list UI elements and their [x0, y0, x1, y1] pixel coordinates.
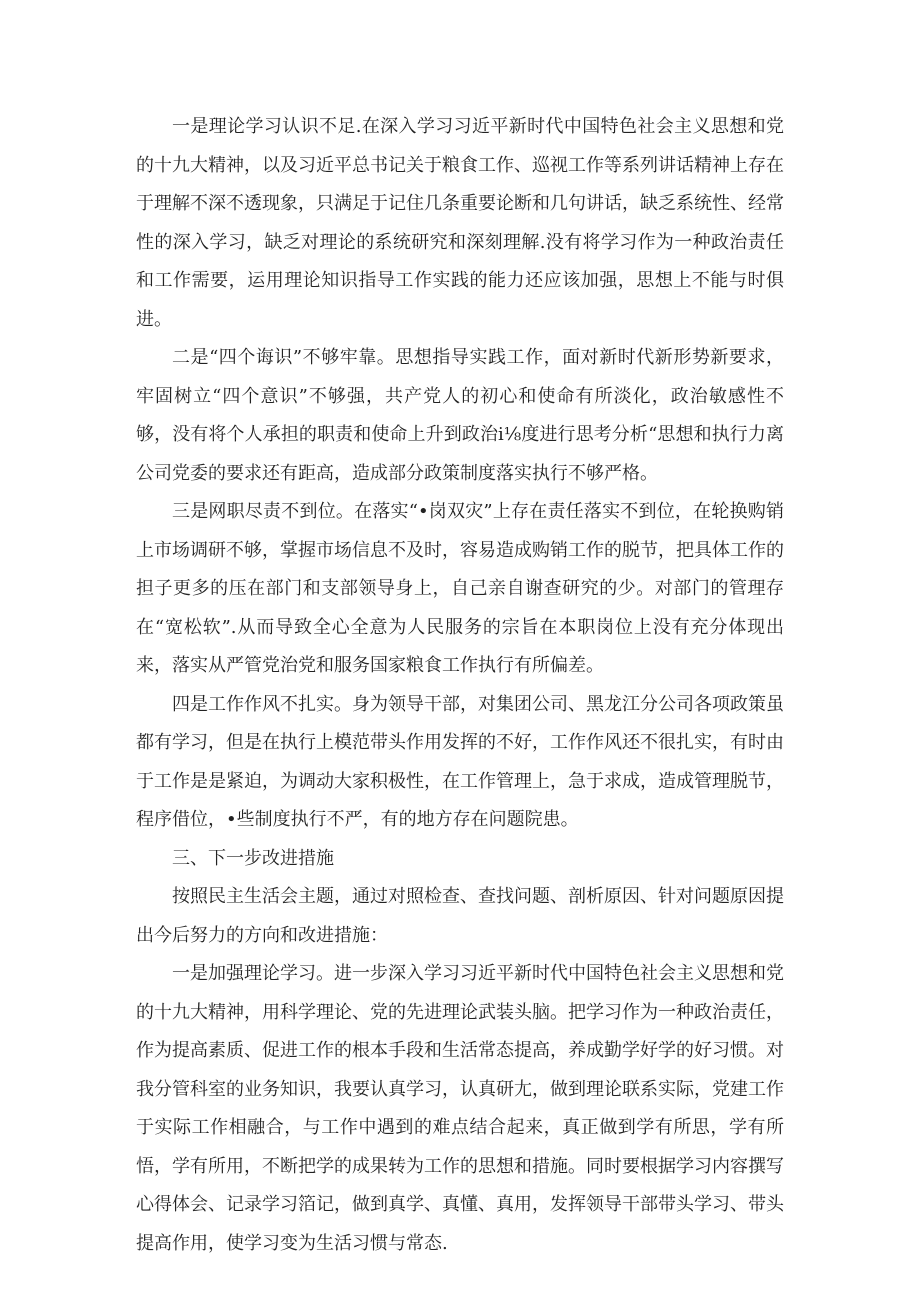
- section-heading-improvement-measures: 三、下一步改进措施: [172, 847, 334, 869]
- paragraph-work-style: 四是工作作风不扎实。身为领导干部，对集团公司、黑龙江分公司各项政策虽都有学习，但是在执行上模范带头作用发挥的不好，工作作风还不很扎实，有时由于工作是是紧迫，为调动大家积极性，在工作管理上，急于求成，造成管理脱节，程序借位，•些制度执行不严，有的地方存在问题院患。: [136, 693, 784, 830]
- paragraph-theory-study-shortfall: 一是理论学习认识不足.在深入学习习近平新时代中国特色社会主义思想和党的十九大精神，以及习近平总书记关于粮食工作、巡视工作等系列讲话精神上存在于理解不深不透现象，只满足于记住几条重要论断和几句讲话，缺乏系统性、经常性的深入学习，缺乏对理论的系统研究和深刻理解.没有将学习作为一种政治责任和工作需要，运用理论知识指导工作实践的能力还应该加强，思想上不能与时俱进。: [136, 116, 784, 330]
- document-body: [136, 108, 784, 1263]
- paragraph-four-consciousness: 二是“四个诲识”不够牢靠。思想指导实践工作，面对新时代新形势新要求，牢固树立“四个意识”不够强，共产党人的初心和使命有所淡化，政治敏感性不够，没有将个人承担的职责和使命上升到政治i⅛度进行思考分析“思想和执行力离公司党委的要求还有距高，造成部分政策制度落实执行不够严格。: [136, 347, 784, 484]
- paragraph-measures-intro: 按照民主生活会主题，通过对照检查、查找问题、剖析原因、针对问题原因提出今后努力的方向和改进措施：: [136, 886, 784, 946]
- paragraph-duty-fulfillment: 三是网职尽责不到位。在落实“•岗双灾”上存在责任落实不到位，在轮换购销上市场调研不够，掌握市场信息不及时，容易造成购销工作的脱节，把具体工作的担子更多的压在部门和支部领导身上，自己亲自谢查研究的少。对部门的管理存在“宽松软”.从而导致全心全意为人民服务的宗旨在本职岗位上没有充分体现出来，落实从严管党治党和服务国家粮食工作执行有所偏差。: [136, 501, 784, 676]
- paragraph-strengthen-theory-study: 一是加强理论学习。进一步深入学习习近平新时代中国特色社会主义思想和党的十九大精神，用科学理论、党的先进理论武装头脑。把学习作为一种政治责任，作为提高素质、促进工作的根本手段和生活常态提高，养成勤学好学的好习惯。对我分管科室的业务知识，我要认真学习，认真研尢，做到理论联系实际，党建工作于实际工作相融合，与工作中遇到的难点结合起来，真正做到学有所思，学有所悟，学有所用，不断把学的成果转为工作的思想和措施。同时要根据学习内容撰写心得体会、记录学习箔记，做到真学、真懂、真用，发挥领导干部带头学习、带头提高作用，使学习变为生活习惯与常态.: [136, 963, 784, 1254]
